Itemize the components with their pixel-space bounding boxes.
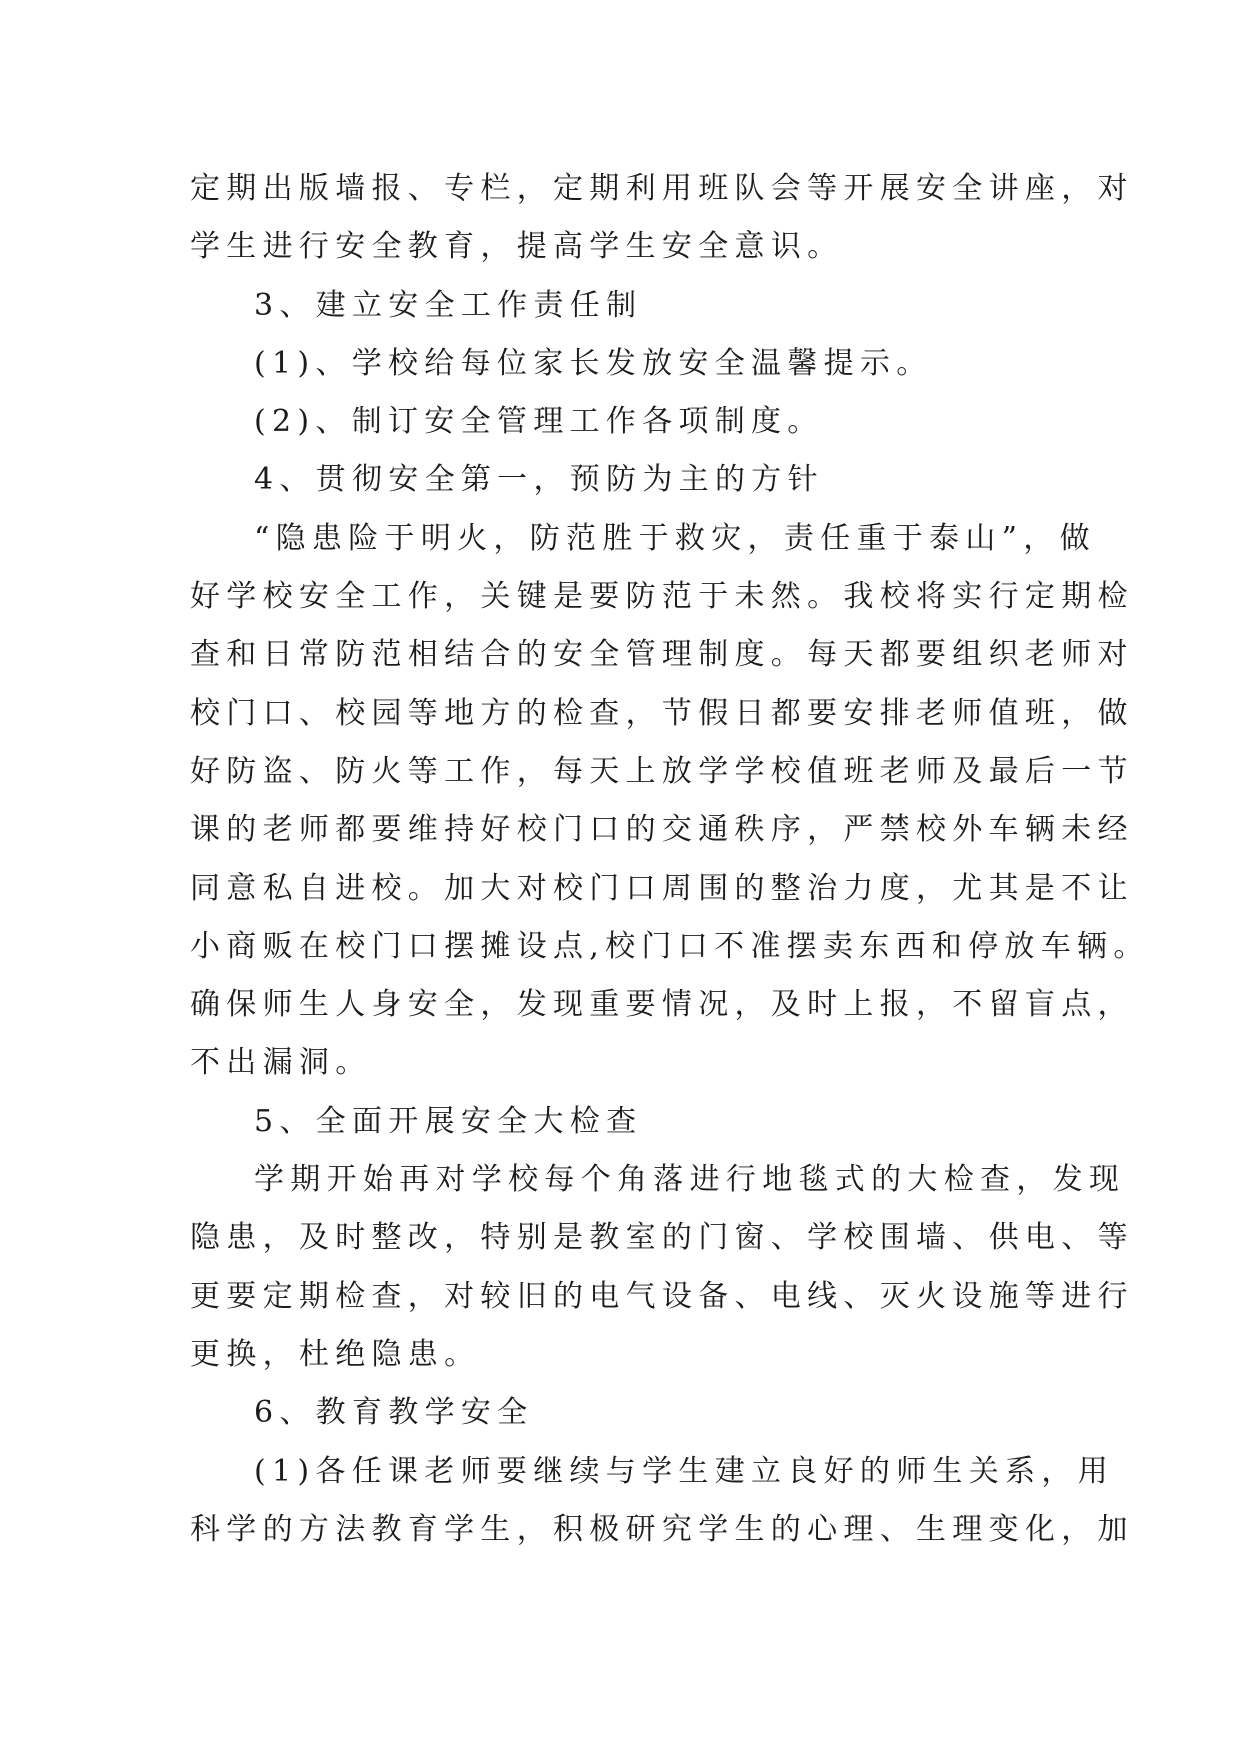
section-heading-4: 4、贯彻安全第一，预防为主的方针 — [254, 462, 824, 498]
section-heading-6: 6、教育教学安全 — [254, 1395, 534, 1431]
text-line-21: 更换，杜绝隐患。 — [190, 1336, 481, 1372]
section-heading-5: 5、全面开展安全大检查 — [254, 1103, 643, 1139]
text-line-19: 隐患，及时整改，特别是教室的门窗、学校围墙、供电、等 — [190, 1220, 1134, 1256]
text-line-12: 课的老师都要维持好校门口的交通秩序，严禁校外车辆未经 — [190, 812, 1134, 848]
text-line-24: 科学的方法教育学生，积极研究学生的心理、生理变化，加 — [190, 1511, 1134, 1547]
body-text — [190, 160, 1150, 1559]
text-line-11: 好防盗、防火等工作，每天上放学学校值班老师及最后一节 — [190, 753, 1134, 789]
text-line-10: 校门口、校园等地方的检查，节假日都要安排老师值班，做 — [190, 695, 1134, 731]
text-line-23: (1)各任课老师要继续与学生建立良好的师生关系，用 — [254, 1453, 1114, 1489]
text-line-9: 查和日常防范相结合的安全管理制度。每天都要组织老师对 — [190, 637, 1134, 673]
text-line-15: 确保师生人身安全，发现重要情况，及时上报，不留盲点， — [190, 987, 1134, 1023]
text-line-2: 学生进行安全教育，提高学生安全意识。 — [190, 229, 844, 265]
text-line-20: 更要定期检查，对较旧的电气设备、电线、灭火设施等进行 — [190, 1278, 1134, 1314]
section-heading-3: 3、建立安全工作责任制 — [254, 287, 643, 323]
list-item-2: (2)、制订安全管理工作各项制度。 — [254, 404, 824, 440]
list-item-1: (1)、学校给每位家长发放安全温馨提示。 — [254, 345, 933, 381]
text-line-1: 定期出版墙报、专栏，定期利用班队会等开展安全讲座，对 — [190, 171, 1134, 206]
text-line-14: 小商贩在校门口摆摊设点,校门口不准摆卖东西和停放车辆。 — [190, 928, 1150, 964]
text-line-7: “隐患险于明火，防范胜于救灾，责任重于泰山”，做 — [254, 520, 1096, 556]
text-line-13: 同意私自进校。加大对校门口周围的整治力度，尤其是不让 — [190, 870, 1134, 906]
text-line-18: 学期开始再对学校每个角落进行地毯式的大检查，发现 — [254, 1162, 1126, 1198]
text-line-16: 不出漏洞。 — [190, 1045, 372, 1081]
text-line-8: 好学校安全工作，关键是要防范于未然。我校将实行定期检 — [190, 579, 1134, 615]
